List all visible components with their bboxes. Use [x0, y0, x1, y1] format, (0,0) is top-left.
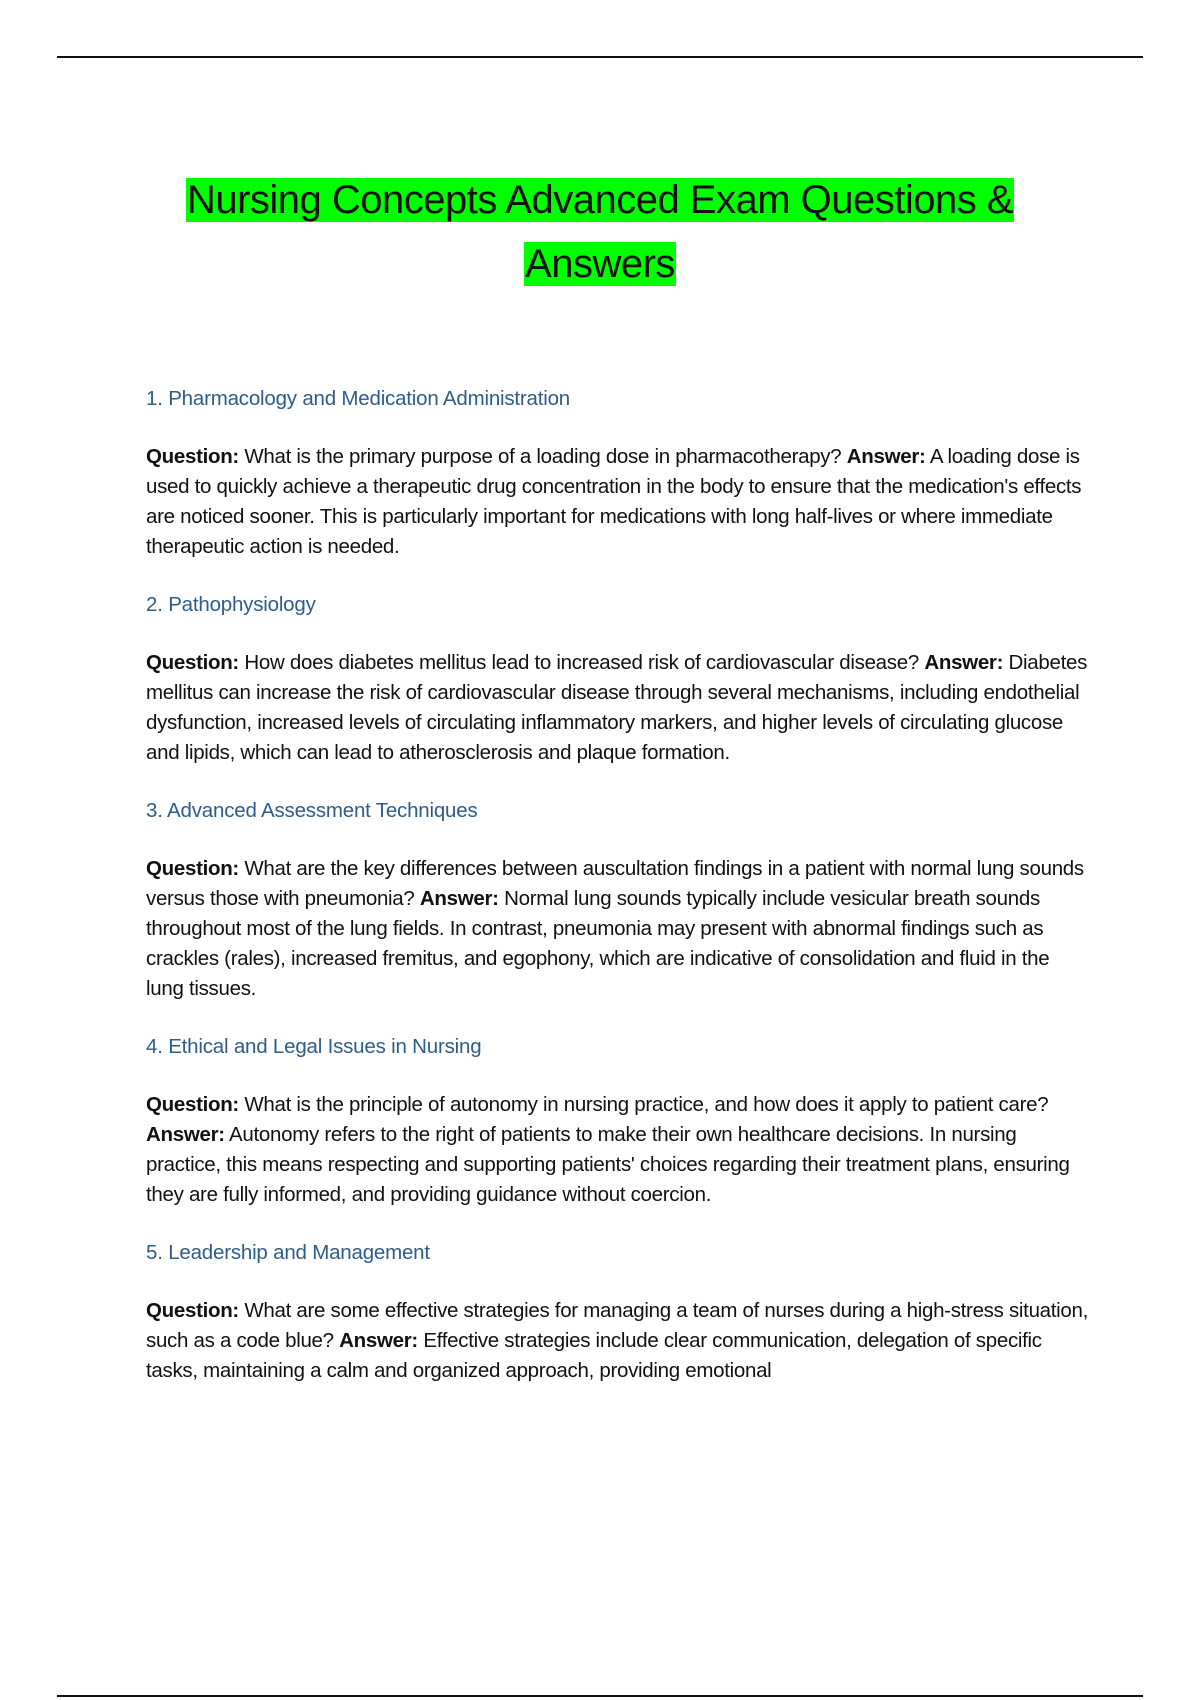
question-label: Question:: [146, 1299, 239, 1322]
section-heading: 5. Leadership and Management: [146, 1241, 430, 1264]
question-text: How does diabetes mellitus lead to increased risk of cardiovascular disease?: [244, 651, 919, 674]
section-pathophysiology: [146, 590, 1090, 768]
answer-label: Answer:: [419, 887, 499, 910]
top-rule: [57, 56, 1143, 58]
qa-paragraph: [146, 854, 1090, 1004]
answer-text: Normal lung sounds typically include vesicular breath sounds throughout most of the lung fields. In contrast, pneumonia may present with abnormal findings such as crackles (rales), increased fremitus, and egophony, which are indicative of consolidation and fluid in the lung tissues.: [146, 887, 1050, 1000]
title-line-2: Answers: [525, 242, 675, 286]
question-label: Question:: [146, 1093, 239, 1116]
question-label: Question:: [146, 445, 239, 468]
answer-label: Answer:: [846, 445, 926, 468]
question-text: What is the principle of autonomy in nursing practice, and how does it apply to patient care?: [244, 1093, 1049, 1116]
section-assessment: [146, 796, 1090, 1004]
answer-label: Answer:: [924, 651, 1004, 674]
answer-label: Answer:: [146, 1123, 225, 1146]
answer-label: Answer:: [339, 1329, 418, 1352]
bottom-rule: [57, 1695, 1143, 1697]
section-pharmacology: [146, 384, 1090, 562]
section-heading: 1. Pharmacology and Medication Administration: [146, 387, 571, 410]
question-text: What are some effective strategies for managing a team of nurses during a high-stress situation, such as a code blue?: [146, 1299, 1089, 1352]
qa-content: [146, 384, 1090, 1414]
qa-paragraph: [146, 1090, 1090, 1210]
section-leadership: [146, 1238, 1090, 1386]
qa-paragraph: [146, 442, 1090, 562]
question-label: Question:: [146, 651, 239, 674]
page-title: [0, 168, 1200, 296]
question-text: What are the key differences between auscultation findings in a patient with normal lung sounds versus those with pneumonia?: [146, 857, 1084, 910]
title-line-1: Nursing Concepts Advanced Exam Questions &: [186, 178, 1014, 222]
qa-paragraph: [146, 1296, 1090, 1386]
qa-paragraph: [146, 648, 1090, 768]
section-heading: 4. Ethical and Legal Issues in Nursing: [146, 1035, 482, 1058]
answer-text: Effective strategies include clear communication, delegation of specific tasks, maintaining a calm and organized approach, providing emotional: [146, 1329, 1042, 1382]
answer-text: Diabetes mellitus can increase the risk of cardiovascular disease through several mechanisms, including endothelial dysfunction, increased levels of circulating inflammatory markers, and higher levels of circulating glucose and lipids, which can lead to atherosclerosis and plaque formation.: [146, 651, 1088, 764]
answer-text: Autonomy refers to the right of patients to make their own healthcare decisions. In nursing practice, this means respecting and supporting patients' choices regarding their treatment plans, ensuring they are fully informed, and providing guidance without coercion.: [146, 1123, 1070, 1206]
question-label: Question:: [146, 857, 239, 880]
section-heading: 2. Pathophysiology: [146, 593, 316, 616]
question-text: What is the primary purpose of a loading dose in pharmacotherapy?: [244, 445, 842, 468]
section-heading: 3. Advanced Assessment Techniques: [146, 799, 478, 822]
answer-text: A loading dose is used to quickly achieve a therapeutic drug concentration in the body to ensure that the medication's effects are noticed sooner. This is particularly important for medications with long half-lives or where immediate therapeutic action is needed.: [146, 445, 1082, 558]
section-ethics: [146, 1032, 1090, 1210]
